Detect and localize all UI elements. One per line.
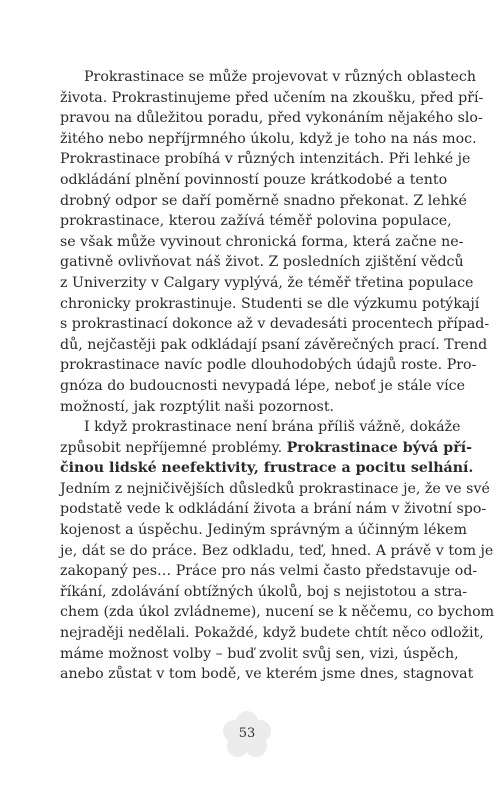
text-line: prokrastinace navíc podle dlouhodobých údajů roste. Pro-	[60, 357, 477, 374]
text-line: zakopaný pes… Práce pro nás velmi často představuje od-	[60, 563, 478, 580]
body-text	[60, 67, 495, 685]
text-line: odkládání plnění povinností pouze krátkodobé a tento	[60, 171, 448, 188]
text-line: dů, nejčastěji pak odkládají psaní závěrečných prací. Trend	[60, 336, 488, 353]
text-line: anebo zůstat v tom bodě, ve kterém jsme dnes, stagnovat	[60, 666, 474, 683]
text-line: je, dát se do práce. Bez odkladu, teď, hned. A právě v tom je	[60, 542, 494, 559]
page-number: 53	[238, 726, 256, 741]
text-line: s prokrastinací dokonce až v devadesáti procentech případ-	[60, 316, 490, 333]
text-segment: způsobit nepříjemné problémy.	[60, 439, 287, 456]
text-line: z Univerzity v Calgary vyplývá, že téměř třetina populace	[60, 274, 474, 291]
text-line: Prokrastinace probíhá v různých intenzitách. Při lehké je	[60, 151, 471, 168]
text-line: gativně ovlivňovat náš život. Z posledních zjištění vědců	[60, 254, 464, 271]
text-line: kojenost a úspěchu. Jediným správným a účinným lékem	[60, 522, 467, 539]
text-line: žitého nebo nepříjrmného úkolu, když je toho na nás moc.	[60, 130, 477, 147]
text-line: chronicky prokrastinuje. Studenti se dle výzkumu potýkají	[60, 295, 480, 312]
text-line: gnóza do budoucnosti nevypadá lépe, neboť je stále více	[60, 377, 466, 394]
text-line: pravou na důležitou poradu, před vykonáním nějakého slo-	[60, 110, 483, 127]
text-line: Jedním z nejničivějších důsledků prokrastinace je, že ve své	[60, 480, 490, 497]
text-line: podstatě vede k odkládání života a brání nám v životní spo-	[60, 501, 487, 518]
paragraph-2	[60, 417, 495, 685]
text-line: se však může vyvinout chronická forma, která začne ne-	[60, 233, 464, 250]
text-line: říkání, zdolávání obtížných úkolů, boj s nejistotou a stra-	[60, 583, 468, 600]
text-line: drobný odpor se daří poměrně snadno překonat. Z lehké	[60, 192, 467, 209]
bold-text-line: činou lidské neefektivity, frustrace a pocitu selhání.	[60, 460, 474, 477]
text-line: nejraději nedělali. Pokaždé, když budete chtít něco odložit,	[60, 625, 484, 642]
text-line: života. Prokrastinujeme před učením na zkoušku, před pří-	[60, 89, 484, 106]
page-number-badge	[221, 711, 273, 759]
paragraph-1	[60, 67, 490, 417]
text-line: chem (zda úkol zvládneme), nucení se k něčemu, co bychom	[60, 604, 495, 621]
text-line-mixed	[60, 438, 472, 459]
text-line: prokrastinace, kterou zažívá téměř polovina populace,	[60, 213, 452, 230]
text-line: Prokrastinace se může projevovat v různých oblastech	[84, 69, 477, 85]
bold-text-segment: Prokrastinace bývá pří-	[286, 439, 472, 456]
text-line: I když prokrastinace není brána příliš vážně, dokáže	[84, 419, 461, 436]
text-line: máme možnost volby – buď zvolit svůj sen, vizi, úspěch,	[60, 645, 459, 662]
text-line: možností, jak rozptýlit naši pozornost.	[60, 398, 335, 415]
